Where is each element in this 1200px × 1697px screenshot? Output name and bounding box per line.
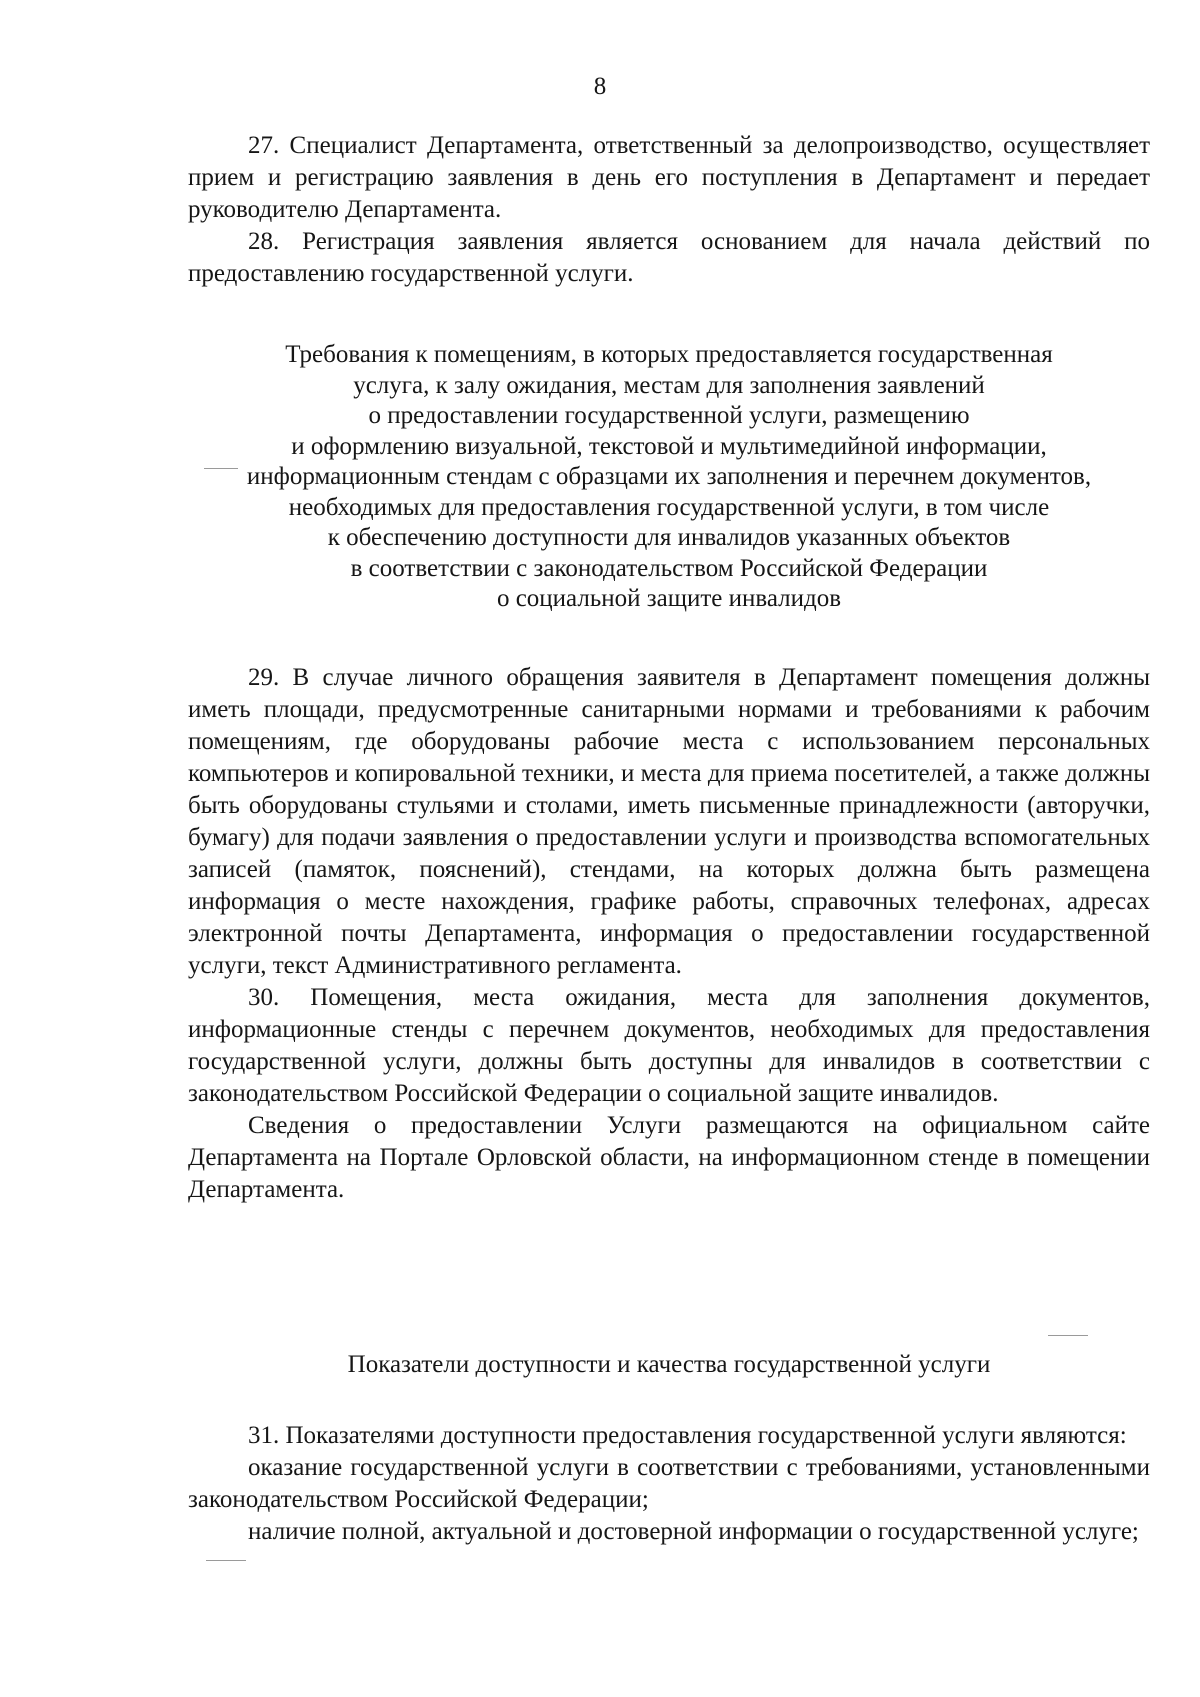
scan-artifact-line [206,1560,246,1561]
heading-line: о социальной защите инвалидов [496,585,842,612]
page-number: 8 [593,73,607,100]
heading-line: и оформлению визуальной, текстовой и мультимедийной информации, [291,432,1047,460]
paragraph-29: 29. В случае личного обращения заявителя в Департамент помещения должны иметь площади, предусмотренные санитарными нормами и требованиями к рабочим помещениям, где оборудованы рабочие места с использованием персональных компьютеров и копировальной техники, и места для приема посетителей, а также должны быть оборудованы стульями и столами, иметь письменные принадлежности (авторучки, бумагу) для подачи заявления о предоставлении услуги и производства вспомогательных записей (памяток, пояснений), стендами, на которых должна быть размещена информация о месте нахождения, графике работы, справочных телефонах, адресах электронной почты Департамента, информация о предоставлении государственной услуги, текст Административного регламента. [188,664,1150,979]
paragraph-service-info: Сведения о предоставлении Услуги размещаются на официальном сайте Департамента на Портале Орловской области, на информационном стенде в помещении Департамента. [188,1112,1150,1203]
scan-artifact-line [204,468,238,469]
paragraph-30: 30. Помещения, места ожидания, места для заполнения документов, информационные стенды с перечнем документов, необходимых для предоставления государственной услуги, должны быть доступны для инвалидов в соответствии с законодательством Российской Федерации о социальной защите инвалидов. [188,984,1150,1107]
scan-artifact-line [1048,1335,1088,1336]
heading-line: Показатели доступности и качества государственной услуги [347,1351,991,1378]
heading-line: к обеспечению доступности для инвалидов указанных объектов [327,524,1011,551]
paragraphs-middle [188,662,1150,1206]
section-heading-quality-indicators [188,1350,1150,1381]
heading-line: необходимых для предоставления государственной услуги, в том числе [288,493,1050,521]
paragraphs-bottom [188,1420,1150,1548]
paragraph-indicator-compliance: оказание государственной услуги в соответствии с требованиями, установленными законодательством Российской Федерации; [188,1454,1150,1513]
heading-line: информационным стендам с образцами их заполнения и перечнем документов, [246,463,1092,490]
paragraph-28: 28. Регистрация заявления является основанием для начала действий по предоставлению государственной услуги. [188,228,1150,287]
paragraph-27: 27. Специалист Департамента, ответственный за делопроизводство, осуществляет прием и регистрацию заявления в день его поступления в Департамент и передает руководителю Департамента. [188,132,1150,223]
section-heading-premises-requirements [188,340,1150,615]
heading-line: в соответствии с законодательством Российской Федерации [350,554,988,582]
heading-line: о предоставлении государственной услуги, размещению [368,402,970,429]
heading-line: услуга, к залу ожидания, местам для заполнения заявлений [353,371,985,399]
heading-line: Требования к помещениям, в которых предоставляется государственная [285,341,1053,368]
paragraph-31: 31. Показателями доступности предоставления государственной услуги являются: [248,1422,1127,1449]
paragraph-indicator-information: наличие полной, актуальной и достоверной информации о государственной услуге; [248,1518,1139,1545]
paragraphs-top [188,130,1150,290]
